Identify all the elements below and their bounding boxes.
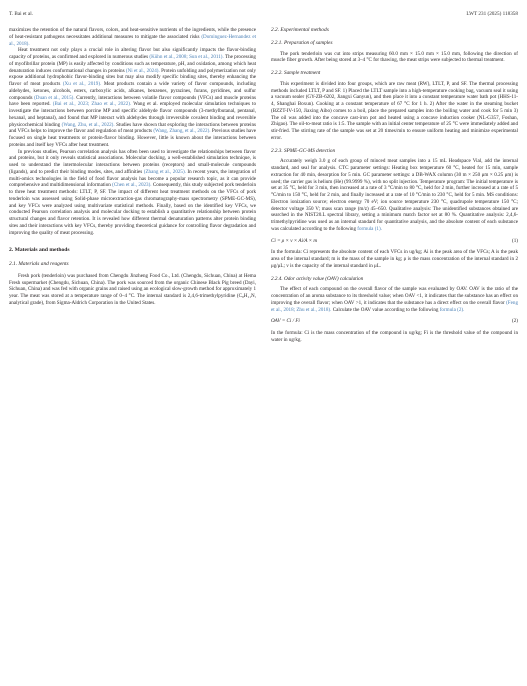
subsection-heading-sample-treatment: 2.2.2. Sample treatment (271, 70, 321, 76)
subsection-heading-materials-reagents: 2.1. Materials and reagents (9, 261, 69, 267)
citation-link[interactable]: (Ni et al., 2024). (125, 67, 160, 74)
paragraph-heat-treatment: Heat treatment not only plays a crucial role in altering flavor but also significantly impacts the flavor-binding capacity of proteins, as confirmed and explored in numerous studies (Kühn et al., 2008; Sun et al., 2011). The processing of myofibrillar protein (MP) is easily affected by conditions such as temperature, pH, and oxidation, among which heat denaturation induces conformational changes in proteins (Ni et al., 2024). Protein unfolding and polymerization not only expose additional hydrophobic flavor-binding sites but may also modify specific binding sites, thereby enhancing the flavor of meat products (Xu et al., 2019). Meat products contain a wide variety of flavor compounds, including aldehydes, ketones, alcohols, esters, carboxylic acids, alkanes, benzenes, pyrazines, furans, pyridines, and sulfur compounds (Duan et al., 2015). Currently, interactions between volatile flavor compounds (VFCs) and muscle proteins have been reported. (Bai et al., 2023; Zhao et al., 2022). Wang et al. employed molecular simulation techniques to investigate the interactions between porcine MP and specific aldehyde flavor compounds (3-methylbutanal, pentanal, hexanal, and heptanal), and found that MP interact with aldehydes through irreversible covalent binding and reversible physicochemical binding (Wang, Zhu, et al., 2022). Studies have shown that exploring the interactions between proteins and VFCs helps to improve the flavor and regulation of meat products (Wang, Zhang, et al., 2022). Previous studies have focused on single heat treatments or protein-flavor binding. However, little is known about the interactions between proteins and itself key VFCs after heat treatment. (9, 47, 257, 148)
section-heading-materials-methods: 2. Materials and methods (9, 247, 70, 254)
formula-link[interactable]: formula (1). (357, 225, 382, 232)
citation-link[interactable]: (Feng et al., 2018; Zhu et al., 2018). (271, 299, 518, 313)
citation-link[interactable]: (Dominguez-Hernandez et al., 2018). (9, 33, 256, 47)
citation-link[interactable]: (Bai et al., 2023; Zhao et al., 2022). (52, 101, 132, 108)
paragraph-formula-2-explanation: In the formula: Ci is the mass concentration of the compound in ug/kg; Fi is the threshold value of the compound in water in ug/kg. (271, 330, 518, 343)
paragraph-sample-treatment: This experiment is divided into four groups, which are raw meat (RW), LTLT, P, and SF. The thermal processing methods included LTLT, P and SF. 1) Placed the LTLT sample into a high-temperature cooking bag, vacuum seal it using a vacuum sealer (GY-ZB-6202, Jiangxi Ganyun), and then place it into a constant temperature water bath pot (HHS-11-4, Shanghai Boxun). Cooking at a constant temperature of 67 °C for 1 h. 2) After the water in the steaming bucket (BZZT-IV-150, Jiaxing Aibo) comes to a boil, place the prepared samples into the boiling water and cook for 5 min 3) The oil was added into the concave cast-iron pot and heated using a concave induction cooker (NL-G357, Foshan, Zhigao). The oil-to-meat ratio is 1:5. The sample with an initial center temperature of 25 °C were immediately added and stir-fried. The stirring rate of the sample was set at 20 times/min to ensure uniform heating and minimize experimental error. (271, 80, 518, 141)
citation-link[interactable]: (Zhang et al., 2025). (143, 168, 186, 175)
paragraph-formula-1-explanation: In the formula: Ci represents the absolute content of each VFCs in ug/kg; Ai is the peak area of the VFCs; A is the peak area of the internal standard; m is the mass of the sample in kg; ρ is the mass concentration of the internal standard in 2 μg/μL; v is the capacity of the internal standard in μL. (271, 249, 518, 269)
right-column (271, 27, 518, 344)
equation-1 (271, 238, 518, 245)
equation-1-number: (1) (512, 237, 518, 244)
subsection-heading-spme-gcms: 2.2.3. SPME-GC-MS detection (271, 147, 336, 154)
paragraph-previous-studies: In previous studies, Pearson correlation analysis has often been used to investigate the relationships between flavor and proteins, but it only reveals statistical associations. Molecular docking, a well-established simulation technique, is used to understand the intermolecular interactions between proteins (receptors) and small-molecule compounds (ligands), and to predict their binding modes, sites, and affinities (Zhang et al., 2025). In recent years, the integration of multi-omics technologies in the field of food flavor analysis has become a popular research topic, as it can provide comprehensive and multidimensional information (Chen et al., 2023). Consequently, this study subjected pork tenderloin to three heat treatment methods: LTLT, P, SF. The impact of different heat treatment methods on the VFCs of pork tenderloin was assessed using Solid-phase microextraction-gas chromatography-mass spectrometry (SPME-GC-MS), and key VFCs were analyzed using multivariate statistical methods. Finally, based on the identified key VFCs, we conducted Pearson correlation analysis and molecular docking to establish a quantitative relationship between protein structural changes and flavor retention. It is revealed how different thermal denaturation patterns alter protein binding sites and their interactions with key VFCs, thereby providing theoretical guidance for controlling flavor degradation and improving the quality of meat processing. (9, 148, 257, 236)
left-column (9, 27, 256, 307)
paragraph-oav: The effect of each compound on the overall flavor of the sample was evaluated by OAV. OAV is the ratio of the concentration of an aroma substance to its threshold value; when OAV <1, it indicates that the substance has an effect on improving the overall flavor; when OAV >1, it indicates that the substance has a direct effect on the overall flavor (Feng et al., 2018; Zhu et al., 2018). Calculate the OAV value according to the following formula (2). (271, 286, 518, 313)
paragraph-spme-gcms: Accurately weigh 3.0 g of each group of minced meat samples into a 15 mL Headspace Vial, add the internal standard, and seal for analysis. CTC parameter settings: Heating box temperature 60 °C, heated for 15 min, sample extraction for 40 min, desorption for 5 min. GC parameter settings: a DB-WAX column (30 m × 250 μm × 0.25 μm) is used; the carrier gas is helium (He) (99.9999 %), with no split injection. Temperature program: The initial temperature is set at 35 °C, held for 3 min, then increased at a rate of 3 °C/min to 80 °C, held for 2 min, further increased at a rate of 5 °C/min to 150 °C, held for 2 min, and finally increased at a rate of 10 °C/min to 230 °C, held for 5 min. MS conditions: Electron ionization source; electron energy 70 eV; ion source temperature 230 °C, quadrupole temperature 150 °C; detector voltage 350 V; mass scan range (m/z) 45–650. Qualitative analysis: The unidentified substances obtained are searched in the NIST20.L spectral library, setting a minimum match factor set at 80 %. Quantitative analysis: 2,4,6-trimethylpyridine was used as an internal standard for quantitative analysis, and the absolute content of each substance was calculated according to the following formula (1). (271, 158, 518, 232)
equation-2 (271, 318, 518, 325)
running-header-journal: LWT 231 (2025) 118358 (466, 11, 518, 17)
citation-link[interactable]: (Wang, Zhang, et al., 2022). (153, 128, 211, 135)
subsection-heading-oav: 2.2.4. Odor activity value (OAV) calculation (271, 275, 364, 282)
citation-link[interactable]: (Wang, Zhu, et al., 2022). (61, 121, 115, 128)
subsection-heading-experimental-methods: 2.2. Experimental methods (271, 27, 329, 33)
equation-1-formula: Ci = ρ × v × Ai/A × m (271, 237, 318, 244)
equation-2-number: (2) (512, 318, 518, 325)
paragraph-intro-continued: maximizes the retention of the natural flavors, colors, and heat-sensitive nutrients of the ingredients, while the presence of heat-resistant pathogens necessitates additional measures to mitigate the associated risks (Dominguez-Hernandez et al., 2018). (9, 27, 256, 47)
equation-2-formula: OAV = Ci / Fi (271, 318, 300, 325)
citation-link[interactable]: (Xu et al., 2019). (62, 81, 102, 87)
paragraph-materials: Fresh pork (tenderloin) was purchased from Chengdu Jinzheng Food Co., Ltd. (Chengdu, Sichuan, China) at Hema Fresh supermarket (Chengdu, Sichuan, China). The pork was sourced from the organic Chinese Black Pig breed (Dayi, Sichuan, China) and was fed with organic grains and raised using an ecological slow-growth method for approximately 1 year. The meat was stored at a temperature range of 0–4 °C. The internal standard is 2,4,6-trimethylpyridine (C₈H₁₁N, analytical grade), from Sigma-Aldrich Corporation in the United States. (9, 272, 256, 306)
citation-link[interactable]: (Kühn et al., 2008; Sun et al., 2011). (149, 54, 224, 60)
running-header-authors: T. Bai et al. (9, 11, 33, 17)
formula-link[interactable]: formula (2). (439, 306, 465, 313)
citation-link[interactable]: (Duan et al., 2015). (34, 94, 75, 101)
citation-link[interactable]: (Chen et al., 2023). (112, 182, 152, 189)
subsection-heading-preparation: 2.2.1. Preparation of samples (271, 39, 333, 46)
paragraph-preparation: The pork tenderloin was cut into strips measuring 60.0 mm × 15.0 mm × 15.0 mm, following the direction of muscle fiber growth. After being stored at 3–4 °C for thawing, the meat strips were subjected to thermal treatment. (271, 50, 518, 64)
